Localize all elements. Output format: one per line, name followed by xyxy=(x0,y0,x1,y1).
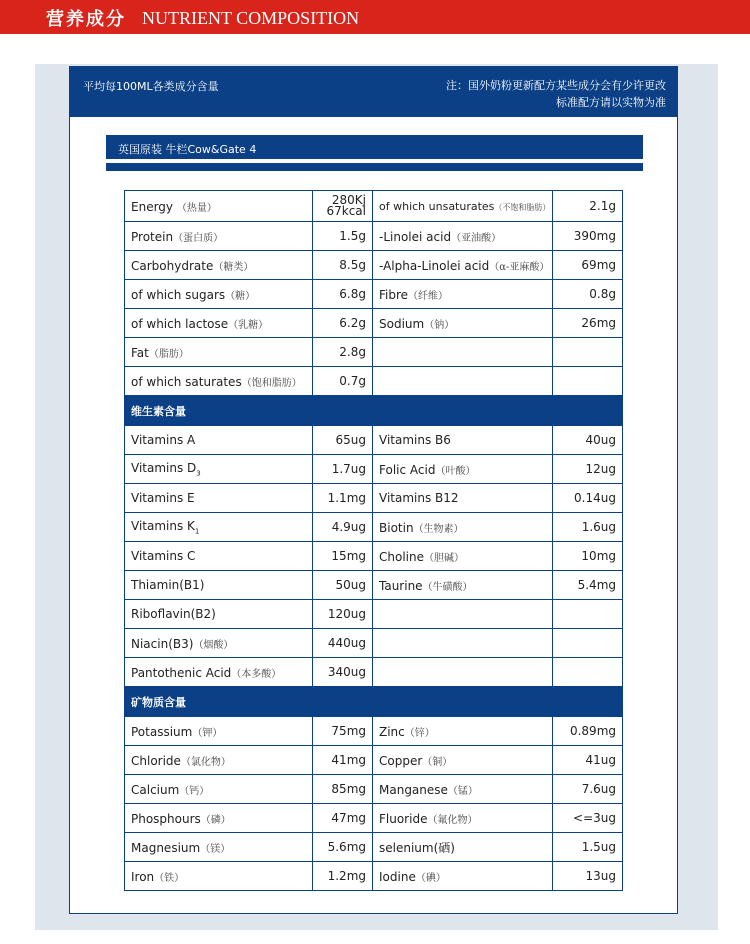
nutrient-value: 6.8g xyxy=(313,280,373,309)
nutrient-name xyxy=(125,484,313,513)
nutrient-label: Fibre xyxy=(379,287,409,302)
nutrient-label: Folic Acid xyxy=(379,462,436,477)
nutrient-name xyxy=(125,717,313,746)
nutrient-label: Manganese xyxy=(379,782,448,797)
nutrient-cn-label: （纤维） xyxy=(408,290,449,302)
nutrient-name xyxy=(125,600,313,629)
nutrient-value: 0.89mg xyxy=(553,717,623,746)
nutrient-value: <=3ug xyxy=(553,804,623,833)
nutrient-name xyxy=(373,455,553,484)
nutrient-name xyxy=(373,280,553,309)
nutrient-name xyxy=(373,309,553,338)
nutrient-value: 10mg xyxy=(553,542,623,571)
nutrient-value: 2.8g xyxy=(313,338,373,367)
nutrient-label: Phosphours xyxy=(131,811,201,826)
nutrient-value: 15mg xyxy=(313,542,373,571)
nutrient-value xyxy=(553,629,623,658)
nutrient-label: Biotin xyxy=(379,520,414,535)
nutrient-value: 8.5g xyxy=(313,251,373,280)
nutrient-cn-label: （亚油酸） xyxy=(451,232,502,244)
nutrient-value: 1.5ug xyxy=(553,833,623,862)
nutrient-value: 5.4mg xyxy=(553,571,623,600)
nutrient-value: 41mg xyxy=(313,746,373,775)
energy-kcal: 67kcal xyxy=(326,204,366,218)
nutrient-label: Vitamins C xyxy=(131,549,196,563)
table-row xyxy=(125,746,623,775)
nutrient-name xyxy=(373,367,553,396)
nutrient-name xyxy=(125,367,313,396)
nutrient-value: 75mg xyxy=(313,717,373,746)
nutrient-name xyxy=(125,542,313,571)
nutrient-name xyxy=(373,658,553,687)
table-row xyxy=(125,571,623,600)
nutrient-cn-label: （蛋白质） xyxy=(173,232,224,244)
nutrient-name xyxy=(125,804,313,833)
nutrient-name xyxy=(373,571,553,600)
nutrient-label: Vitamins K xyxy=(131,518,195,533)
nutrient-value: 1.6ug xyxy=(553,513,623,542)
table-row xyxy=(125,513,623,542)
nutrient-label: Calcium xyxy=(131,782,180,797)
nutrient-label: Vitamins E xyxy=(131,491,195,505)
nutrient-label: Niacin(B3) xyxy=(131,636,194,651)
nutrient-cn-label: （本多酸） xyxy=(231,668,282,680)
nutrient-value xyxy=(553,658,623,687)
nutrient-label: of which lactose xyxy=(131,316,229,331)
nutrient-name xyxy=(373,600,553,629)
nutrient-name xyxy=(125,455,313,484)
note-line-2: 标准配方请以实物为准 xyxy=(556,96,666,109)
nutrient-label: Copper xyxy=(379,753,423,768)
nutrient-name xyxy=(125,629,313,658)
nutrient-value: 40ug xyxy=(553,426,623,455)
product-bar xyxy=(106,135,643,159)
nutrient-name xyxy=(125,658,313,687)
nutrient-cn-label: （牛磺酸） xyxy=(422,581,473,593)
nutrient-label: Carbohydrate xyxy=(131,258,214,273)
nutrient-value xyxy=(553,367,623,396)
nutrient-label: Fat xyxy=(131,345,149,360)
nutrient-name xyxy=(373,717,553,746)
nutrient-cn-label: （钙） xyxy=(179,785,210,797)
nutrient-cn-label: （不饱和脂肪） xyxy=(494,203,551,212)
table-row xyxy=(125,426,623,455)
title-banner xyxy=(0,0,750,34)
nutrient-name xyxy=(373,629,553,658)
nutrient-value: 69mg xyxy=(553,251,623,280)
table-row xyxy=(125,833,623,862)
table-row xyxy=(125,484,623,513)
table-row xyxy=(125,367,623,396)
table-row xyxy=(125,775,623,804)
section-title: 维生素含量 xyxy=(125,396,623,426)
subscript: 1 xyxy=(194,527,200,536)
nutrient-value: 1.5g xyxy=(313,222,373,251)
table-row xyxy=(125,717,623,746)
table-row xyxy=(125,629,623,658)
nutrient-label: Pantothenic Acid xyxy=(131,665,232,680)
nutrient-label: Vitamins D xyxy=(131,460,197,475)
nutrient-cn-label: （铁） xyxy=(154,872,185,884)
nutrient-label: Thiamin(B1) xyxy=(131,578,205,592)
nutrient-label: Iron xyxy=(131,869,155,884)
subscript: 3 xyxy=(196,469,201,478)
nutrient-value: 1.2mg xyxy=(313,862,373,891)
nutrient-cn-label: （叶酸） xyxy=(435,465,476,477)
nutrient-value xyxy=(553,600,623,629)
nutrient-value: 0.7g xyxy=(313,367,373,396)
nutrient-name xyxy=(373,862,553,891)
nutrient-value: 7.6ug xyxy=(553,775,623,804)
nutrient-label: -Linolei acid xyxy=(379,229,452,244)
nutrient-name xyxy=(373,191,553,222)
nutrient-name xyxy=(125,309,313,338)
nutrient-name xyxy=(125,280,313,309)
nutrient-cn-label: （乳糖） xyxy=(228,319,269,331)
nutrient-value: 1.1mg xyxy=(313,484,373,513)
nutrient-name xyxy=(125,222,313,251)
energy-kj: 280Kj xyxy=(331,193,366,207)
nutrient-name xyxy=(125,426,313,455)
nutrient-cn-label: （热量） xyxy=(176,202,217,214)
nutrient-label: -Alpha-Linolei acid xyxy=(379,258,490,273)
nutrient-cn-label: （烟酸） xyxy=(193,639,234,651)
nutrient-cn-label: （锰） xyxy=(447,785,478,797)
nutrient-value: 0.8g xyxy=(553,280,623,309)
card-header xyxy=(69,66,678,117)
nutrient-name xyxy=(125,338,313,367)
nutrient-label: Magnesium xyxy=(131,840,201,855)
nutrient-name xyxy=(373,775,553,804)
table-row xyxy=(125,191,623,222)
nutrient-value: 440ug xyxy=(313,629,373,658)
nutrient-value: 12ug xyxy=(553,455,623,484)
nutrient-label: Protein xyxy=(131,229,174,244)
product-label: 英国原装 牛栏Cow&Gate 4 xyxy=(118,143,257,156)
nutrient-name xyxy=(125,775,313,804)
nutrient-value xyxy=(553,338,623,367)
table-row xyxy=(125,542,623,571)
nutrient-value: 4.9ug xyxy=(313,513,373,542)
nutrient-value: 1.7ug xyxy=(313,455,373,484)
nutrient-name xyxy=(373,338,553,367)
nutrient-cn-label: （钠） xyxy=(424,319,455,331)
nutrient-label: Iodine xyxy=(379,869,416,884)
nutrient-value: 65ug xyxy=(313,426,373,455)
nutrient-name xyxy=(373,513,553,542)
banner-title-cn: 营养成分 xyxy=(46,9,126,30)
nutrient-value: 2.1g xyxy=(553,191,623,222)
table-row xyxy=(125,309,623,338)
nutrient-value: 47mg xyxy=(313,804,373,833)
divider-stripe xyxy=(106,163,643,171)
nutrient-cn-label: （锌） xyxy=(404,727,435,739)
nutrient-cn-label: （镁） xyxy=(200,843,231,855)
nutrient-name xyxy=(125,571,313,600)
per-100ml-label: 平均每100ML各类成分含量 xyxy=(83,80,219,93)
nutrient-label: Energy xyxy=(131,199,174,214)
nutrient-label: Vitamins B6 xyxy=(379,433,451,447)
nutrient-cn-label: （糖类） xyxy=(213,261,254,273)
nutrient-label: Zinc xyxy=(379,724,405,739)
nutrient-name xyxy=(373,542,553,571)
nutrient-cn-label: （脂肪） xyxy=(148,348,189,360)
section-title: 矿物质含量 xyxy=(125,687,623,717)
nutrient-value: 6.2g xyxy=(313,309,373,338)
nutrient-value: 85mg xyxy=(313,775,373,804)
nutrient-name xyxy=(373,746,553,775)
nutrient-value: 41ug xyxy=(553,746,623,775)
nutrient-value: 26mg xyxy=(553,309,623,338)
nutrient-label: Vitamins A xyxy=(131,433,196,447)
table-row xyxy=(125,455,623,484)
table-row xyxy=(125,338,623,367)
nutrient-cn-label: （碘） xyxy=(415,872,446,884)
nutrient-value: 120ug xyxy=(313,600,373,629)
nutrient-name xyxy=(373,484,553,513)
table-row xyxy=(125,804,623,833)
table-row xyxy=(125,222,623,251)
nutrient-name xyxy=(373,804,553,833)
nutrient-label: Taurine xyxy=(379,578,423,593)
nutrient-name xyxy=(125,833,313,862)
nutrient-label: Sodium xyxy=(379,316,425,331)
nutrient-value: 5.6mg xyxy=(313,833,373,862)
nutrient-label: Vitamins B12 xyxy=(379,491,459,505)
table-row xyxy=(125,862,623,891)
table-row xyxy=(125,600,623,629)
nutrient-cn-label: （胆碱） xyxy=(423,552,464,564)
nutrient-value: 50ug xyxy=(313,571,373,600)
nutrient-label: of which unsaturates xyxy=(379,200,495,213)
note-line-1: 注：国外奶粉更新配方某些成分会有少许更改 xyxy=(446,79,666,92)
nutrient-cn-label: （磷） xyxy=(200,814,231,826)
nutrient-value: 0.14ug xyxy=(553,484,623,513)
nutrient-cn-label: （饱和脂肪） xyxy=(241,377,302,389)
nutrient-cn-label: （铜） xyxy=(422,756,453,768)
energy-value xyxy=(313,191,373,222)
nutrient-name xyxy=(373,222,553,251)
nutrient-name xyxy=(373,426,553,455)
nutrient-cn-label: （生物素） xyxy=(413,523,464,535)
nutrient-label: Chloride xyxy=(131,753,181,768)
nutrient-cn-label: （α-亚麻酸） xyxy=(489,261,550,273)
table-row xyxy=(125,658,623,687)
section-header xyxy=(125,396,623,426)
nutrient-name xyxy=(125,746,313,775)
nutrient-label: of which saturates xyxy=(131,374,242,389)
nutrient-name xyxy=(125,862,313,891)
nutrient-cn-label: （氯化物） xyxy=(180,756,231,768)
nutrient-name xyxy=(373,251,553,280)
banner-title-en: NUTRIENT COMPOSITION xyxy=(142,8,360,28)
section-header xyxy=(125,687,623,717)
nutrient-value: 340ug xyxy=(313,658,373,687)
nutrient-cn-label: （钾） xyxy=(192,727,223,739)
nutrient-table xyxy=(124,190,623,891)
nutrient-name xyxy=(373,833,553,862)
nutrient-label: Riboflavin(B2) xyxy=(131,607,216,621)
nutrient-name xyxy=(125,513,313,542)
nutrient-value: 13ug xyxy=(553,862,623,891)
nutrient-value: 390mg xyxy=(553,222,623,251)
nutrient-label: of which sugars xyxy=(131,287,226,302)
table-row xyxy=(125,251,623,280)
nutrient-cn-label: （糖） xyxy=(225,290,256,302)
nutrient-label: Choline xyxy=(379,549,424,564)
nutrient-name xyxy=(125,191,313,222)
nutrient-cn-label: （氟化物） xyxy=(427,814,478,826)
nutrient-label: Fluoride xyxy=(379,811,428,826)
table-row xyxy=(125,280,623,309)
nutrient-label: Potassium xyxy=(131,724,193,739)
nutrient-name xyxy=(125,251,313,280)
nutrient-label: selenium(硒) xyxy=(379,840,455,855)
